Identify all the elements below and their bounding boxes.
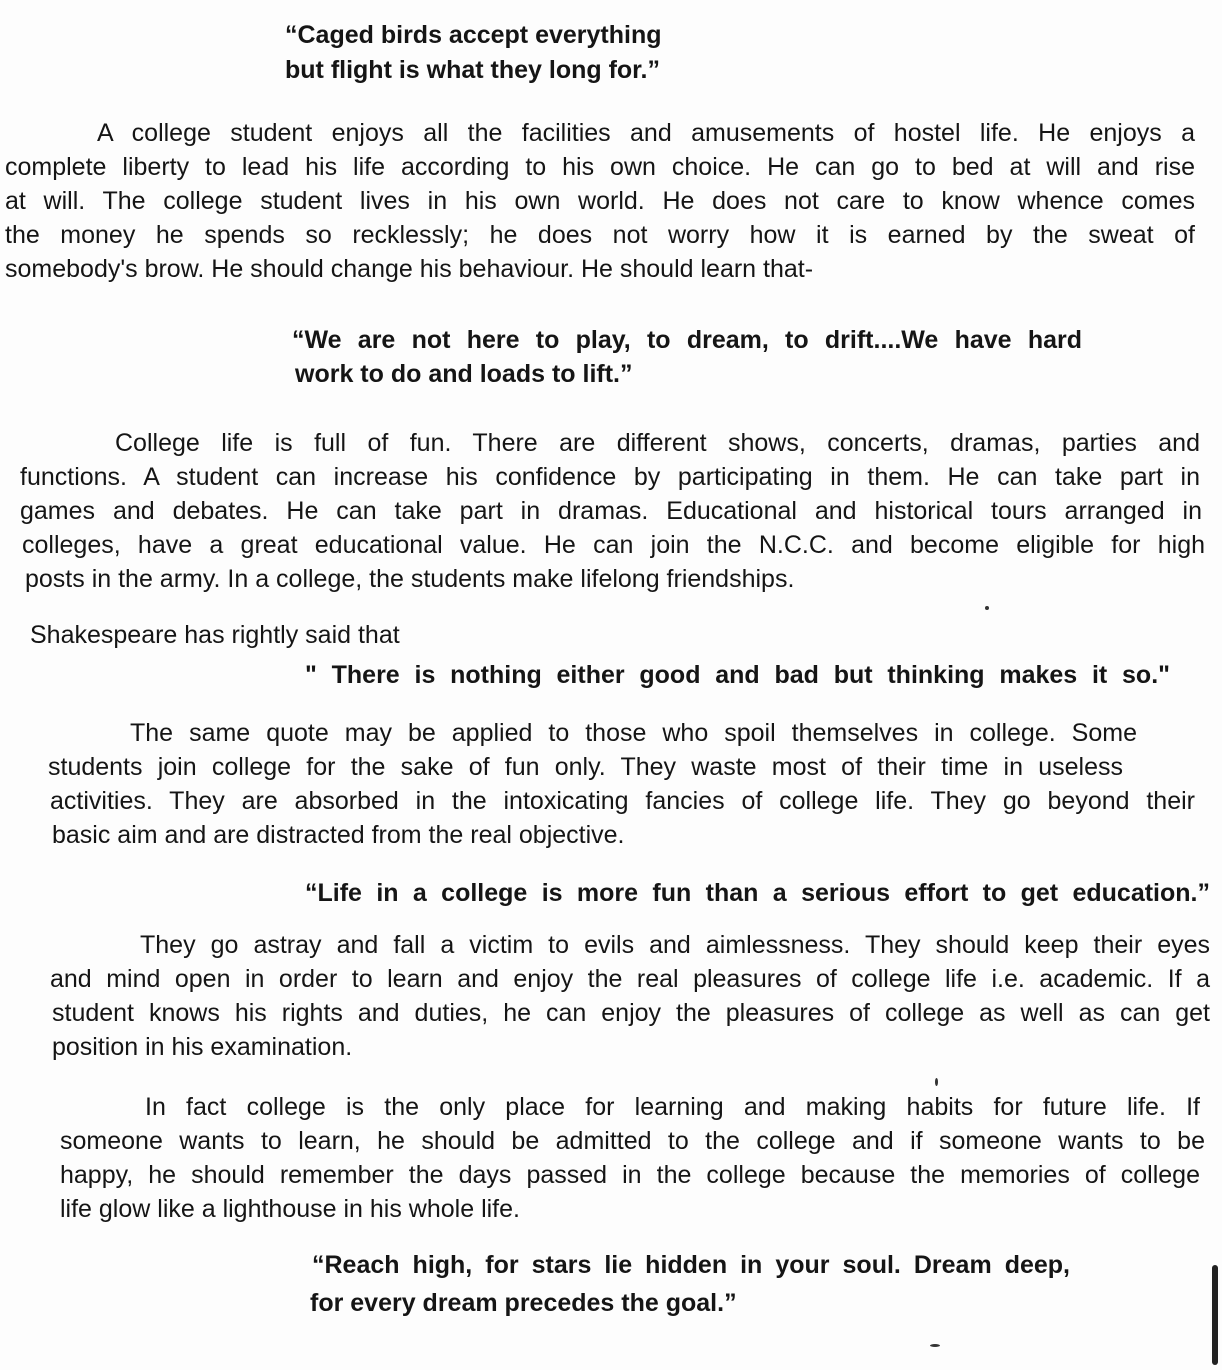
scan-edge-mark (1212, 1265, 1218, 1365)
text-line: activities. They are absorbed in the intoxicating fancies of college life. They go beyond their (50, 787, 1195, 815)
shakespeare-intro: Shakespeare has rightly said that (30, 621, 400, 649)
quote-line: “Caged birds accept everything (285, 21, 662, 49)
scan-speck (985, 606, 989, 610)
quote-shakespeare: " There is nothing either good and bad but thinking makes it so." (305, 661, 1170, 689)
text-line: the money he spends so recklessly; he does not worry how it is earned by the sweat of (5, 221, 1195, 249)
text-line: position in his examination. (52, 1033, 353, 1061)
text-line: students join college for the sake of fun only. They waste most of their time in useless (48, 753, 1123, 781)
text-line: complete liberty to lead his life according to his own choice. He can go to bed at will and rise (5, 153, 1195, 181)
text-line: College life is full of fun. There are different shows, concerts, dramas, parties and (115, 429, 1200, 457)
text-line: happy, he should remember the days passed in the college because the memories of college (60, 1161, 1200, 1189)
quote-college-fun: “Life in a college is more fun than a serious effort to get education.” (305, 879, 1210, 907)
text-line: at will. The college student lives in his own world. He does not care to know whence comes (5, 187, 1195, 215)
text-line: somebody's brow. He should change his behaviour. He should learn that- (5, 255, 814, 283)
text-line: They go astray and fall a victim to evils and aimlessness. They should keep their eyes (140, 931, 1210, 959)
text-line: posts in the army. In a college, the students make lifelong friendships. (25, 565, 795, 593)
text-line: games and debates. He can take part in dramas. Educational and historical tours arranged in (20, 497, 1202, 525)
quote-line: work to do and loads to lift.” (295, 360, 633, 388)
quote-line: “We are not here to play, to dream, to drift....We have hard (292, 326, 1082, 354)
scan-speck (930, 1344, 940, 1347)
text-line: basic aim and are distracted from the real objective. (52, 821, 625, 849)
text-line: The same quote may be applied to those who spoil themselves in college. Some (130, 719, 1137, 747)
scan-speck (935, 1078, 938, 1086)
quote-line: for every dream precedes the goal.” (310, 1289, 737, 1317)
text-line: A college student enjoys all the facilities and amusements of hostel life. He enjoys a (97, 119, 1195, 147)
quote-line: “Reach high, for stars lie hidden in your soul. Dream deep, (312, 1251, 1070, 1279)
quote-line: but flight is what they long for.” (285, 56, 660, 84)
text-line: colleges, have a great educational value. He can join the N.C.C. and become eligible for high (22, 531, 1205, 559)
text-line: functions. A student can increase his confidence by participating in them. He can take part in (20, 463, 1200, 491)
text-line: someone wants to learn, he should be admitted to the college and if someone wants to be (60, 1127, 1205, 1155)
text-line: life glow like a lighthouse in his whole life. (60, 1195, 520, 1223)
text-line: In fact college is the only place for learning and making habits for future life. If (145, 1093, 1200, 1121)
text-line: and mind open in order to learn and enjoy the real pleasures of college life i.e. academic. If a (50, 965, 1210, 993)
text-line: student knows his rights and duties, he can enjoy the pleasures of college as well as can get (52, 999, 1210, 1027)
